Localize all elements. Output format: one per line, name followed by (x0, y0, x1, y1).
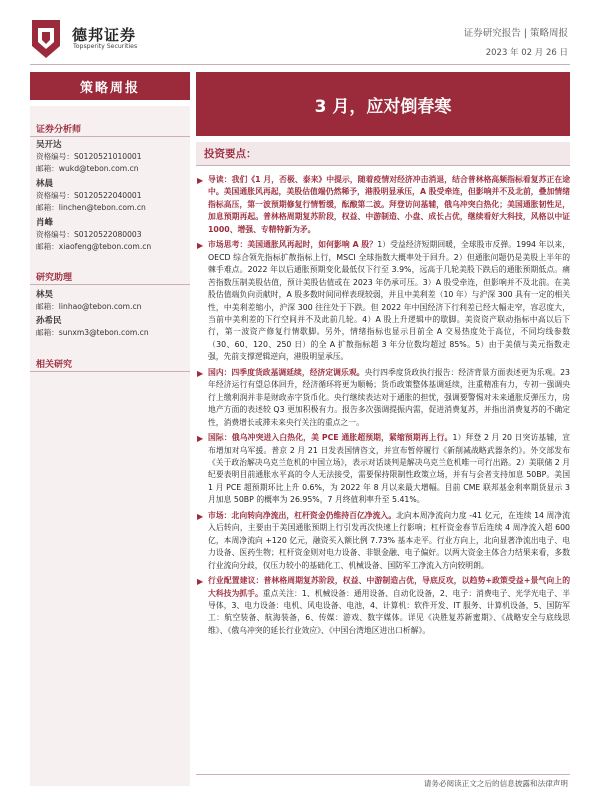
analyst-card (36, 217, 151, 254)
paragraph-lead: 市场：北向转向净流出，杠杆资金仍维持百亿净流入。 (208, 510, 397, 520)
key-point-paragraph (196, 174, 570, 236)
assistant-card (36, 315, 149, 339)
key-point-paragraph (196, 367, 570, 429)
analyst-reg: 资格编号：S0120521010001 (36, 152, 142, 162)
footer-disclaimer: 请务必阅读正文之后的信息披露和法律声明 (423, 779, 568, 788)
analyst-name: 林晨 (36, 179, 54, 189)
bullet-icon: ▶ (197, 577, 204, 587)
page-title: 3 月，应对倒春寒 (196, 72, 570, 136)
assistant-name: 林昊 (36, 290, 54, 300)
analyst-reg: 资格编号：S0120522040001 (36, 191, 142, 201)
analysts-label: 证券分析师 (36, 125, 82, 135)
key-point-paragraph (196, 239, 570, 364)
analyst-card (36, 178, 146, 215)
paragraph-body: 重点关注：1、机械设备：通用设备、自动化设备，2、电子：消费电子、光学光电子、半导体，3、电力设备：电机、风电设备、电池，4、计算机：软件开发、IT 服务、计算机设备，5、国防军工：航空装备、航海装备，6、传媒：游戏、数字媒体。详见《决胜复苏新蜜期》、《战略安全与底线思维》、《俄乌冲突的延长行业效应》、《中国台湾地区进出口析解》。 (208, 588, 570, 635)
paragraph-lead: 市场思考：美国通胀风再起时，如何影响 A 股？ (208, 240, 378, 250)
paragraph-body: 央行四季度货政执行报告：经济背景方面表述更为乐观。23 年经济运行有望总体回升，经济循环将更为顺畅；货币政策整体基调延续，注重精准有力，专初一强调央行上缴利润并非是财政赤字货币化。央行继续表达对于通胀的担忧，强调要警惕对未来通胀反弹压力，房地产方面的表述较 Q3 更加积极有力。报告多次强调提振内需，促进消费复苏，并指出消费复苏的不确定性，消费增长或滞未来央行关注的重点之一。 (208, 367, 571, 427)
assistant-email[interactable]: 邮箱：sunxm3@tebon.com.cn (36, 328, 149, 338)
bullet-icon: ▶ (197, 434, 204, 444)
header-divider (30, 64, 570, 65)
assistants-divider (30, 284, 190, 285)
paragraph-lead: 行业配置建议：普林格周期复苏阶段，权益、中游制造占优，导底反攻，以趋势+政策受益+景气向上的大科技为抓手。 (208, 576, 570, 598)
paragraph-body: 1）受益经济短期回暖，全球股市反弹。1994 年以来，OECD 综合领先指标扩散指标上行，MSCI 全球指数大概率处于回升。2）但通胀问题仍是美股上半年的棘手难点。2022 年以后通胀预期变化最低仅下行至 3.9%，远高于几轮美股下跌后的通胀预期低点。痛苦指数压制美股估值，预计美股估值或在 2023 年仍承可压。3）A 股受牵连，但影响并不及北前。在美股估值端负向贡献时，A 股多数时间同样表现较弱，并且中美利差（10 年）与沪深 300 具有一定的相关性，中美利差缩小，沪深 300 往往处于下跌。但 2022 年中国经济下行利差已经大幅走窄，容忍度大，当前中美利差的下行空间并不及此前几轮。4）A 股上升逻辑中的歇脚。美资资产联动指标中高以后下行，第一波资产修复行情歇脚。另外，情绪指标也显示目前全 A 交易热度处于高位，不同均线参数（30、60、120、250 日）的全 A 扩散指标超 3 年分位数均超过 85%。5）由于美债与美元指数走强，先前支撑逻辑逆向，港股明显承压。 (208, 240, 570, 362)
bullet-icon: ▶ (197, 176, 204, 185)
assistants-label: 研究助理 (36, 273, 73, 283)
report-category-title: 策略周报 (30, 72, 190, 100)
company-logo (30, 18, 62, 60)
key-point-paragraph (196, 432, 570, 507)
bullet-icon: ▶ (197, 511, 204, 521)
analyst-reg: 资格编号：S0120522080003 (36, 230, 142, 240)
key-points-label: 投资要点： (204, 148, 257, 160)
assistant-email[interactable]: 邮箱：linhao@tebon.com.cn (36, 302, 142, 312)
key-point-paragraph (196, 575, 570, 637)
analyst-name: 吴开达 (36, 140, 62, 150)
bullet-icon: ▶ (197, 368, 204, 378)
paragraph-body: 北向本周净流向力度 -41 亿元，在连续 14 周净流入后转向，主要由于美国通胀预期上行引发再次快速上行影响；杠杆资金春节后连续 4 周净流入超 600 亿，本周净流向 +120 亿元，融资买入额比例 7.73% 基本走平。行业方向上，北向显著净流出电子、电力设备、医药生物；杠杆资金则对电力设备、非银金融、电子偏好。以两大资金主体合力结果来看，多数行业流向分歧，仅压力较小的基础化工、机械设备、国防军工净流入方向较明朗。 (208, 510, 570, 570)
analyst-email[interactable]: 邮箱：wukd@tebon.com.cn (36, 164, 139, 174)
key-points-body (196, 174, 570, 640)
bullet-icon: ▶ (197, 241, 204, 251)
assistant-card (36, 289, 141, 313)
related-research-label: 相关研究 (36, 360, 73, 370)
assistant-name: 孙希民 (36, 316, 62, 326)
report-date: 2023 年 02 月 26 日 (485, 48, 568, 58)
report-type: 证券研究报告 | 策略周报 (463, 28, 568, 39)
paragraph-lead: 国际：俄乌冲突进入白热化，美 PCE 通胀超预期，紧缩预期再上行。 (208, 433, 453, 443)
brand-name-en: Topsperity Securities (73, 43, 138, 50)
paragraph-lead: 导读：我们《1 月，否极、泰来》中提示，随着疫情对经济冲击消退，结合普林格高频指标看复苏正在途中。美国通胀风再起，美股估值端仍然稀予，港股明显承压，A 股受牵连，但影响并不及北前，叠加情绪指标高压，第一波预期修复行情暂缓，酝酿第二波。拜登访问基辅，俄乌冲突白热化；美国通胀韧性足，加息预期再起。普林格周期复苏阶段，权益、中游制造、小盘、成长占优，继续看好大科技，风格以中证 1000、增强、专精特新为矛。 (208, 175, 570, 234)
paragraph-body: 1）拜登 2 月 20 日突访基辅，宣布增加对乌军援。普京 2 月 21 日发表国情咨文，并宣布暂停履行《新削减战略武器条约》。外交部发布《关于政治解决乌克兰危机的中国立场》，表示对话谈判是解决乌克兰危机唯一可行出路。2）美联储 2 月纪要表明目前通胀水平高的令人无法接受，需要保持限制性政策立场，并有与会者支持加息 50BP。美国 1 月 PCE 超预期环比上升 0.6%，为 2022 年 8 月以来最大增幅。目前 CME 联邦基金利率期货显示 3 月加息 50BP 的概率为 26.95%，7 月终值利率升至 5.41%。 (208, 433, 570, 505)
related-divider (30, 371, 190, 372)
analyst-name: 肖峰 (36, 218, 54, 228)
analysts-divider (30, 136, 190, 137)
paragraph-lead: 国内：四季度货政基调延续，经济定调乐观。 (208, 367, 365, 377)
brand-name: 德邦证券 (72, 26, 137, 44)
analyst-card (36, 139, 142, 176)
analyst-email[interactable]: 邮箱：xiaofeng@tebon.com.cn (36, 242, 152, 252)
footer-divider (196, 774, 570, 775)
key-point-paragraph (196, 510, 570, 572)
analyst-email[interactable]: 邮箱：linchen@tebon.com.cn (36, 203, 146, 213)
